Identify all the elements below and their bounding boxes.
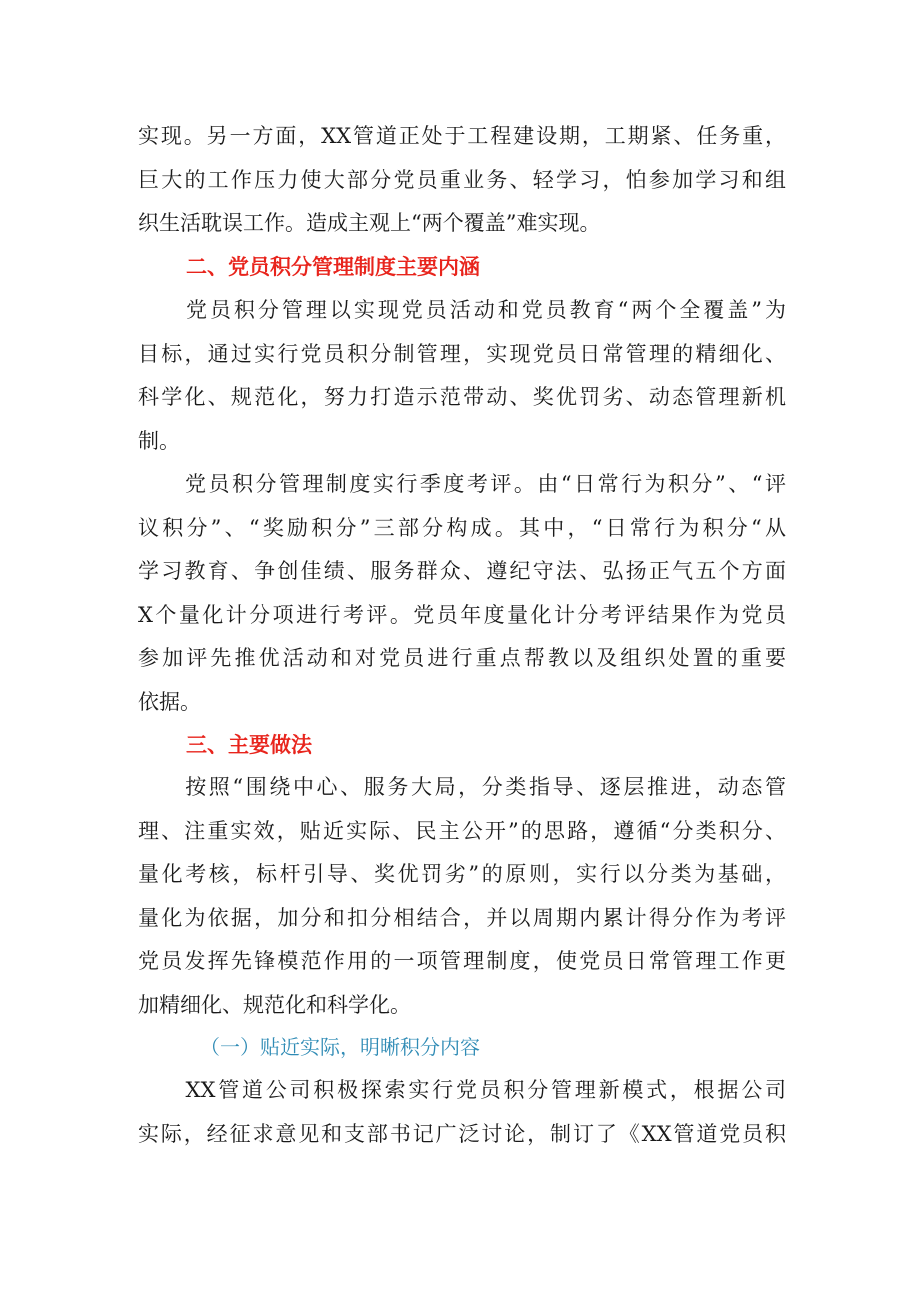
section-three-paragraph-1 xyxy=(138,766,786,1028)
text-line: 按照“围绕中心、服务大局，分类指导、逐层推进，动态管 xyxy=(138,775,786,799)
text-line: X个量化计分项进行考评。党员年度量化计分考评结果作为党员 xyxy=(138,602,786,627)
text-line: 党员发挥先锋模范作用的一项管理制度，使党员日常管理工作更 xyxy=(138,949,786,974)
section-three-heading: 三、主要做法 xyxy=(186,733,312,757)
text-line: 实现。另一方面，XX管道正处于工程建设期，工期紧、任务重， xyxy=(138,124,786,148)
section-two-heading: 二、党员积分管理制度主要内涵 xyxy=(186,255,480,279)
text-line: 依据。 xyxy=(138,689,201,714)
subsection-1-heading: （一）贴近实际，明晰积分内容 xyxy=(200,1035,480,1059)
text-line: XX管道公司积极探索实行党员积分管理新模式，根据公司 xyxy=(138,1078,786,1102)
subsection-1-paragraph xyxy=(138,1069,786,1156)
text-line: 制。 xyxy=(138,428,180,453)
text-line: 理、注重实效，贴近实际、民主公开”的思路，遵循“分类积分、 xyxy=(138,818,786,843)
text-line: 参加评先推优活动和对党员进行重点帮教以及组织处置的重要 xyxy=(138,646,786,671)
text-line: 实际，经征求意见和支部书记广泛讨论，制订了《XX管道党员积 xyxy=(138,1121,786,1146)
text-line: 党员积分管理制度实行季度考评。由“日常行为积分”、“评 xyxy=(138,472,786,496)
text-line: 加精细化、规范化和科学化。 xyxy=(138,992,411,1017)
text-line: 议积分”、“奖励积分”三部分构成。其中，“日常行为积分“从 xyxy=(138,515,786,540)
text-line: 学习教育、争创佳绩、服务群众、遵纪守法、弘扬正气五个方面 xyxy=(138,559,786,584)
text-line: 目标，通过实行党员积分制管理，实现党员日常管理的精细化、 xyxy=(138,341,786,366)
text-line: 量化考核，标杆引导、奖优罚劣”的原则，实行以分类为基础， xyxy=(138,862,786,887)
text-line: 科学化、规范化，努力打造示范带动、奖优罚劣、动态管理新机 xyxy=(138,385,786,410)
text-line: 巨大的工作压力使大部分党员重业务、轻学习，怕参加学习和组 xyxy=(138,167,786,192)
text-line: 织生活耽误工作。造成主观上“两个覆盖”难实现。 xyxy=(138,211,601,236)
section-two-paragraph-1 xyxy=(138,289,786,463)
paragraph-continuation xyxy=(138,115,786,246)
section-two-paragraph-2 xyxy=(138,463,786,725)
text-line: 量化为依据，加分和扣分相结合，并以周期内累计得分作为考评 xyxy=(138,905,786,930)
text-line: 党员积分管理以实现党员活动和党员教育“两个全覆盖”为 xyxy=(138,298,786,322)
